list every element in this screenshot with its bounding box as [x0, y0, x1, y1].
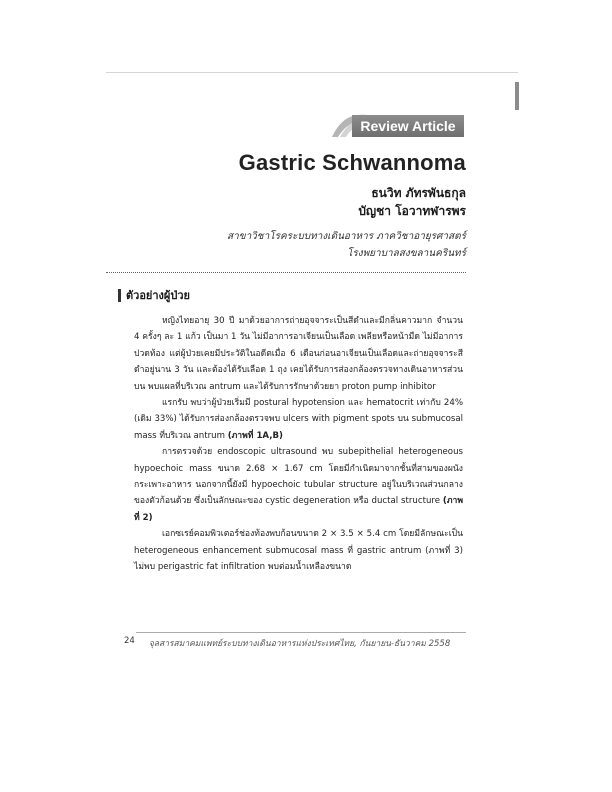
footer-rule [136, 632, 466, 633]
figure-reference: (ภาพที่ 2) [134, 496, 463, 523]
section-bar-icon [118, 289, 121, 302]
body-paragraph [134, 313, 463, 395]
author-list [358, 184, 466, 220]
affiliation-line: สาขาวิชาโรคระบบทางเดินอาหาร ภาควิชาอายุรศาสตร์ [227, 231, 466, 242]
author-name: ธนวิท ภัทรพันธกุล [371, 186, 466, 200]
author-name: บัญชา โอวาทฬารพร [358, 204, 466, 218]
affiliation [227, 228, 466, 262]
paragraph-text: เอกซเรย์คอมพิวเตอร์ช่องท้องพบก้อนขนาด 2 × 3.5 × 5.4 cm โดยมีลักษณะเป็น heterogeneous enhancement submucosal mass ที่ gastric antrum (ภาพที่ 3) ไม่พบ perigastric fat infiltration พบต่อมน้ำเหลืองขนาด [134, 529, 463, 573]
journal-citation: จุลสารสมาคมแพทย์ระบบทางเดินอาหารแห่งประเทศไทย, กันยายน-ธันวาคม 2558 [148, 639, 451, 649]
section-title: ตัวอย่างผู้ป่วย [126, 289, 190, 302]
paragraph-text: แรกรับ พบว่าผู้ป่วยเริ่มมี postural hypotension และ hematocrit เท่ากับ 24% (เดิม 33%) ได้รับการส่องกล้องตรวจพบ ulcers with pigment spots บน submucosal mass ที่บริเวณ antrum [134, 398, 463, 441]
paragraph-text: การตรวจด้วย endoscopic ultrasound พบ subepithelial heterogeneous hypoechoic mass ขนาด 2.68 × 1.67 cm โดยมีกำเนิดมาจากชั้นที่สามของผนังกระเพาะอาหาร นอกจากนี้ยังมี hypoechoic tubular structure อยู่ในบริเวณส่วนกลางของตัวก้อนด้วย ซึ่งเป็นลักษณะของ cystic degeneration หรือ ductal structure [134, 447, 463, 507]
body-paragraph [134, 395, 463, 444]
page-footer [124, 636, 450, 650]
article-body [134, 313, 463, 576]
affiliation-line: โรงพยาบาลสงขลานครินทร์ [346, 248, 466, 259]
review-article-badge: Review Article [352, 115, 464, 137]
body-paragraph [134, 444, 463, 526]
article-title: Gastric Schwannoma [238, 150, 466, 175]
section-divider [106, 272, 466, 273]
page-number: 24 [124, 636, 135, 646]
header-rule [106, 72, 518, 73]
section-heading [118, 286, 190, 304]
figure-reference: (ภาพที่ 1A,B) [227, 430, 283, 441]
body-paragraph [134, 526, 463, 575]
paragraph-text: หญิงไทยอายุ 30 ปี มาด้วยอาการถ่ายอุจจาระเป็นสีดำและมีกลิ่นคาวมาก จำนวน 4 ครั้งๆ ละ 1 แก้ว เป็นมา 1 วัน ไม่มีอาการอาเจียนเป็นเลือด เพลียหรือหน้ามืด ไม่มีอาการปวดท้อง แต่ผู้ป่วยเคยมีประวัติในอดีตเมื่อ 6 เดือนก่อนอาเจียนเป็นเลือดและถ่ายอุจจาระสีดำอยู่นาน 3 วัน และต้องได้รับเลือด 1 ถุง เคยได้รับการส่องกล้องตรวจทางเดินอาหารส่วนบน พบแผลที่บริเวณ antrum และได้รับการรักษาด้วยยา proton pump inhibitor [134, 316, 463, 392]
article-type-banner [330, 112, 466, 140]
page-edge-marker [515, 82, 519, 110]
